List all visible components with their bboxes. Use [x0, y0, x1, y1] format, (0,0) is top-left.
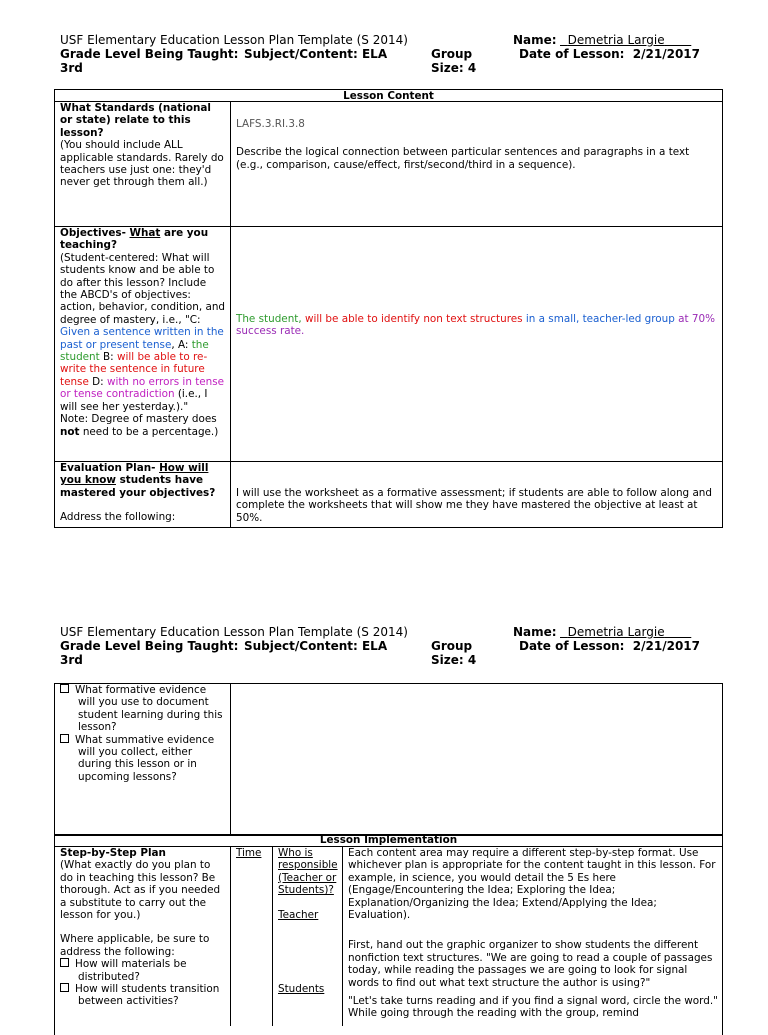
grade-value: 3rd: [60, 61, 83, 75]
subject-label: Subject/Content: ELA: [244, 639, 388, 653]
content-column: [348, 847, 718, 1020]
template-title: USF Elementary Education Lesson Plan Template (S 2014): [60, 33, 408, 47]
checkbox-icon[interactable]: [60, 983, 69, 992]
name-label: Name:: [513, 625, 557, 639]
evidence-cell: [60, 684, 226, 783]
divider: [230, 101, 231, 528]
divider: [272, 846, 273, 1026]
name-value: Demetria Largie: [567, 625, 665, 639]
subject-label: Subject/Content: ELA: [244, 47, 388, 61]
objectives-note: (Student-centered: What will students know and be able to do after this lesson? Include the ABCD's of objectives: action, behavior, condition, and degree of mastery, i.e., "C: Given a sentence written in the past or present tense, A: the student B: will be able to re-write the sentence in future tense D: with no errors in tense or tense contradiction (i.e., I will see her yesterday.).": [60, 251, 225, 413]
plan-heading: Step-by-Step Plan: [60, 847, 166, 859]
evaluation-note: Address the following:: [60, 511, 176, 524]
checkbox-icon[interactable]: [60, 734, 69, 743]
page-header: [0, 592, 768, 672]
who-students: Students: [278, 983, 325, 996]
lesson-implementation-title: Lesson Implementation: [319, 834, 458, 846]
lesson-content-title: Lesson Content: [343, 90, 434, 102]
standards-note: (You should include ALL applicable standards. Rarely do teachers use just one: they'd never get through them all.): [60, 139, 224, 189]
divider: [230, 683, 231, 835]
template-title: USF Elementary Education Lesson Plan Template (S 2014): [60, 625, 408, 639]
evidence-item: What formative evidence will you use to document student learning during this lesson?: [60, 684, 226, 734]
name-value: Demetria Largie: [567, 33, 665, 47]
plan-where: Where applicable, be sure to address the following:: [60, 933, 210, 958]
time-header: Time: [236, 847, 262, 859]
evaluation-answer: I will use the worksheet as a formative assessment; if students are able to follow along and complete the worksheets that will show me they have mastered the objective at least at 50%.: [236, 487, 712, 524]
plan-cell: [60, 847, 226, 1008]
mastery-note: Note: Degree of mastery does not need to be a percentage.): [60, 413, 219, 438]
checkbox-icon[interactable]: [60, 958, 69, 967]
page-2: [0, 592, 768, 1024]
standard-code: LAFS.3.RI.3.8: [236, 118, 305, 130]
name-label: Name:: [513, 33, 557, 47]
objectives-cell: [60, 227, 226, 438]
standards-cell: [60, 102, 226, 189]
evaluation-cell: [60, 462, 226, 524]
lesson-date: Date of Lesson: 2/21/2017: [519, 47, 700, 61]
who-teacher: Teacher: [278, 908, 319, 921]
group-size: Size: 4: [431, 61, 477, 75]
group-label: Group: [431, 639, 473, 653]
group-label: Group: [431, 47, 473, 61]
divider: [342, 846, 343, 1026]
standard-description: Describe the logical connection between particular sentences and paragraphs in a text (e.g., comparison, cause/effect, first/second/third in a sequence).: [236, 146, 690, 171]
divider: [230, 846, 231, 1026]
grade-label: Grade Level Being Taught:: [60, 47, 239, 61]
grade-value: 3rd: [60, 653, 83, 667]
standards-heading: What Standards (national or state) relate to this lesson?: [60, 102, 211, 139]
objectives-answer: The student, will be able to identify non text structures in a small, teacher-led group at 70% success rate.: [236, 313, 715, 338]
who-column: [278, 847, 340, 995]
plan-note: (What exactly do you plan to do in teaching this lesson? Be thorough. Act as if you needed a substitute to carry out the lesson for you.): [60, 859, 221, 922]
checkbox-icon[interactable]: [60, 684, 69, 693]
lesson-date: Date of Lesson: 2/21/2017: [519, 639, 700, 653]
page-header: [0, 0, 768, 80]
grade-label: Grade Level Being Taught:: [60, 639, 239, 653]
group-size: Size: 4: [431, 653, 477, 667]
standards-answer: [236, 118, 716, 171]
content-step-1: First, hand out the graphic organizer to show students the different nonfiction text structures. "We are going to read a couple of passages today, while reading the passages we are going to look for signal words to find out what text structure the author is using?": [348, 939, 713, 989]
who-header: Who is responsible (Teacher or Students)?: [278, 847, 338, 897]
objectives-heading: Objectives- What are you teaching?: [60, 227, 209, 252]
content-intro: Each content area may require a different step-by-step format. Use whichever plan is appropriate for the content taught in this lesson. For example, in science, you would detail the 5 Es here (Engage/Encountering the Idea; Exploring the Idea; Explanation/Organizing the Idea; Extend/Applying the Idea; Evaluation).: [348, 847, 716, 922]
content-step-2: "Let's take turns reading and if you find a signal word, circle the word." While going through the reading with the group, remind: [348, 995, 718, 1020]
plan-item: How will materials be distributed?: [60, 958, 226, 983]
evidence-item: What summative evidence will you collect, either during this lesson or in upcoming lessons?: [60, 734, 226, 784]
plan-item: How will students transition between activities?: [60, 983, 226, 1008]
evaluation-heading: Evaluation Plan- How will you know students have mastered your objectives?: [60, 462, 216, 499]
